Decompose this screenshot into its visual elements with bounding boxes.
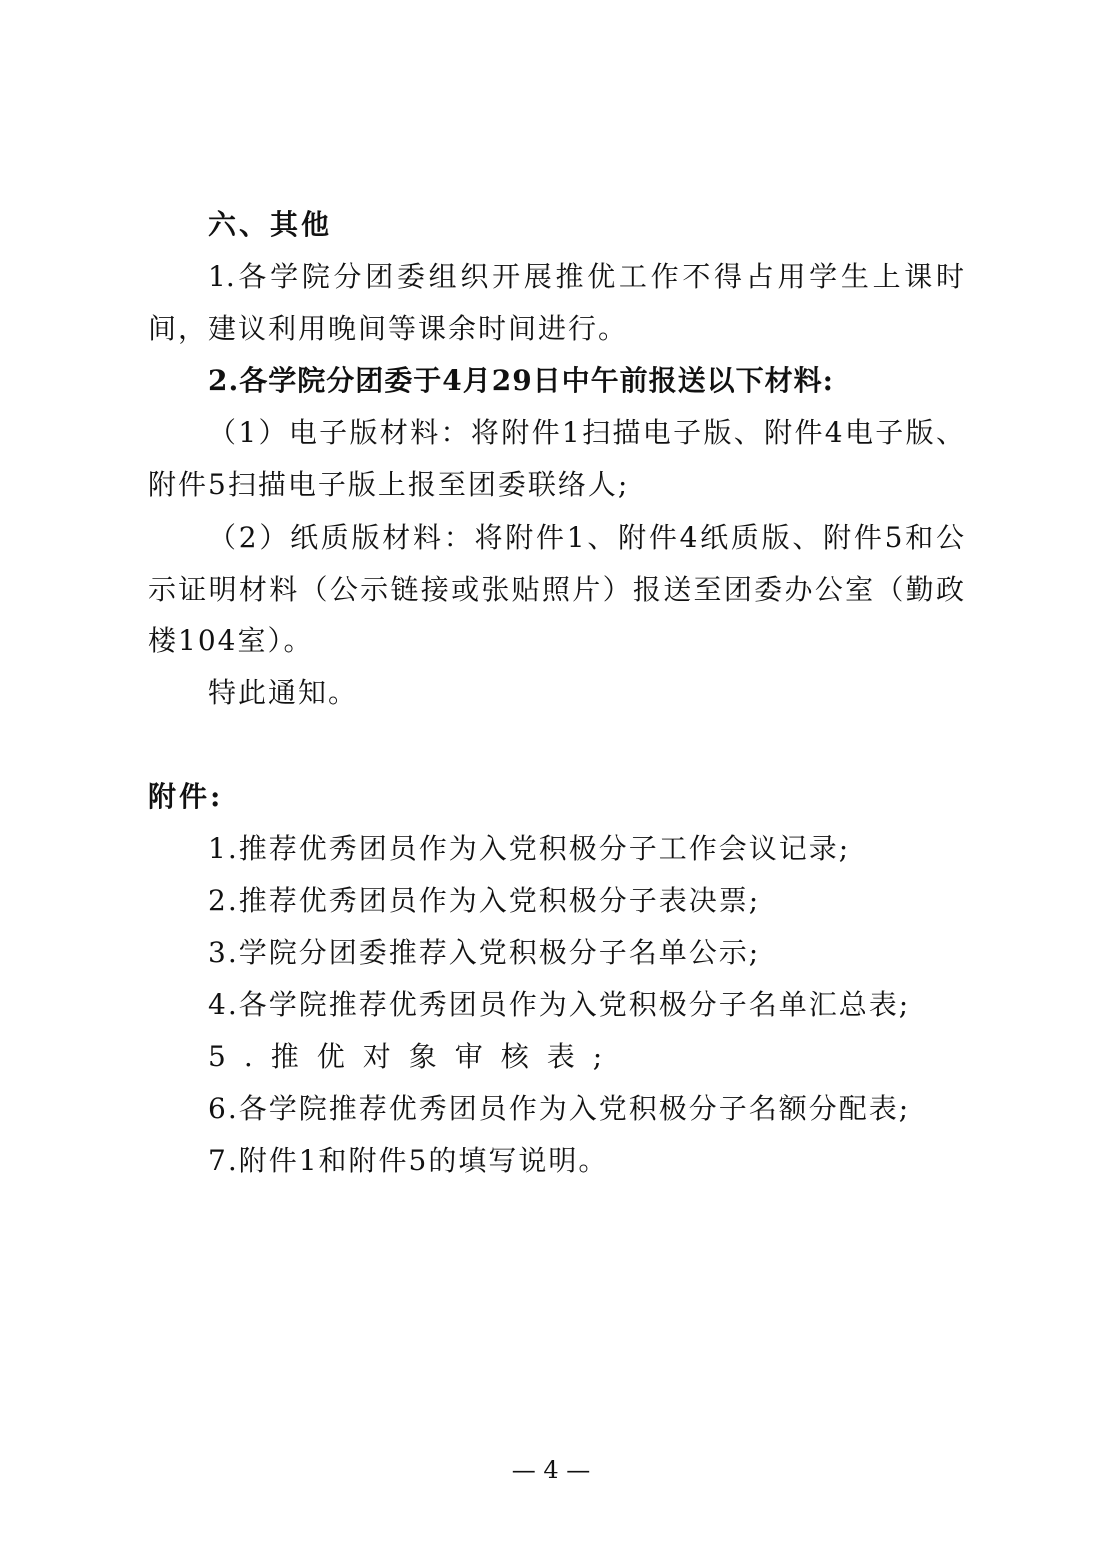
attachment-item: 4.各学院推荐优秀团员作为入党积极分子名单汇总表; — [208, 988, 911, 1021]
sub1-line1: （1）电子版材料：将附件1扫描电子版、附件4电子版、 — [208, 416, 964, 449]
attachment-item: 3.学院分团委推荐入党积极分子名单公示; — [208, 936, 761, 969]
attachment-item: 2.推荐优秀团员作为入党积极分子表决票; — [208, 884, 761, 917]
attachment-item: 6.各学院推荐优秀团员作为入党积极分子名额分配表; — [208, 1092, 911, 1125]
sub2-line2: 示证明材料（公示链接或张贴照片）报送至团委办公室（勤政 — [148, 573, 964, 606]
attachment-item: 5.推优对象审核表; — [208, 1040, 621, 1073]
closing-text: 特此通知。 — [208, 676, 359, 709]
item2-heading: 2.各学院分团委于4月29日中午前报送以下材料: — [208, 364, 835, 397]
sub2-line3: 楼104室）。 — [148, 624, 314, 657]
attachment-item: 1.推荐优秀团员作为入党积极分子工作会议记录; — [208, 832, 851, 865]
page-number: — 4 — — [511, 1456, 591, 1484]
item1-line2: 间，建议利用晚间等课余时间进行。 — [148, 312, 629, 345]
item1-line1: 1.各学院分团委组织开展推优工作不得占用学生上课时 — [208, 260, 964, 293]
sub2-line1: （2）纸质版材料：将附件1、附件4纸质版、附件5和公 — [208, 521, 964, 554]
attachment-item: 7.附件1和附件5的填写说明。 — [208, 1144, 609, 1177]
attachments-title: 附件: — [148, 780, 224, 813]
sub1-line2: 附件5扫描电子版上报至团委联络人; — [148, 468, 630, 501]
section-heading: 六、其他 — [208, 208, 333, 241]
